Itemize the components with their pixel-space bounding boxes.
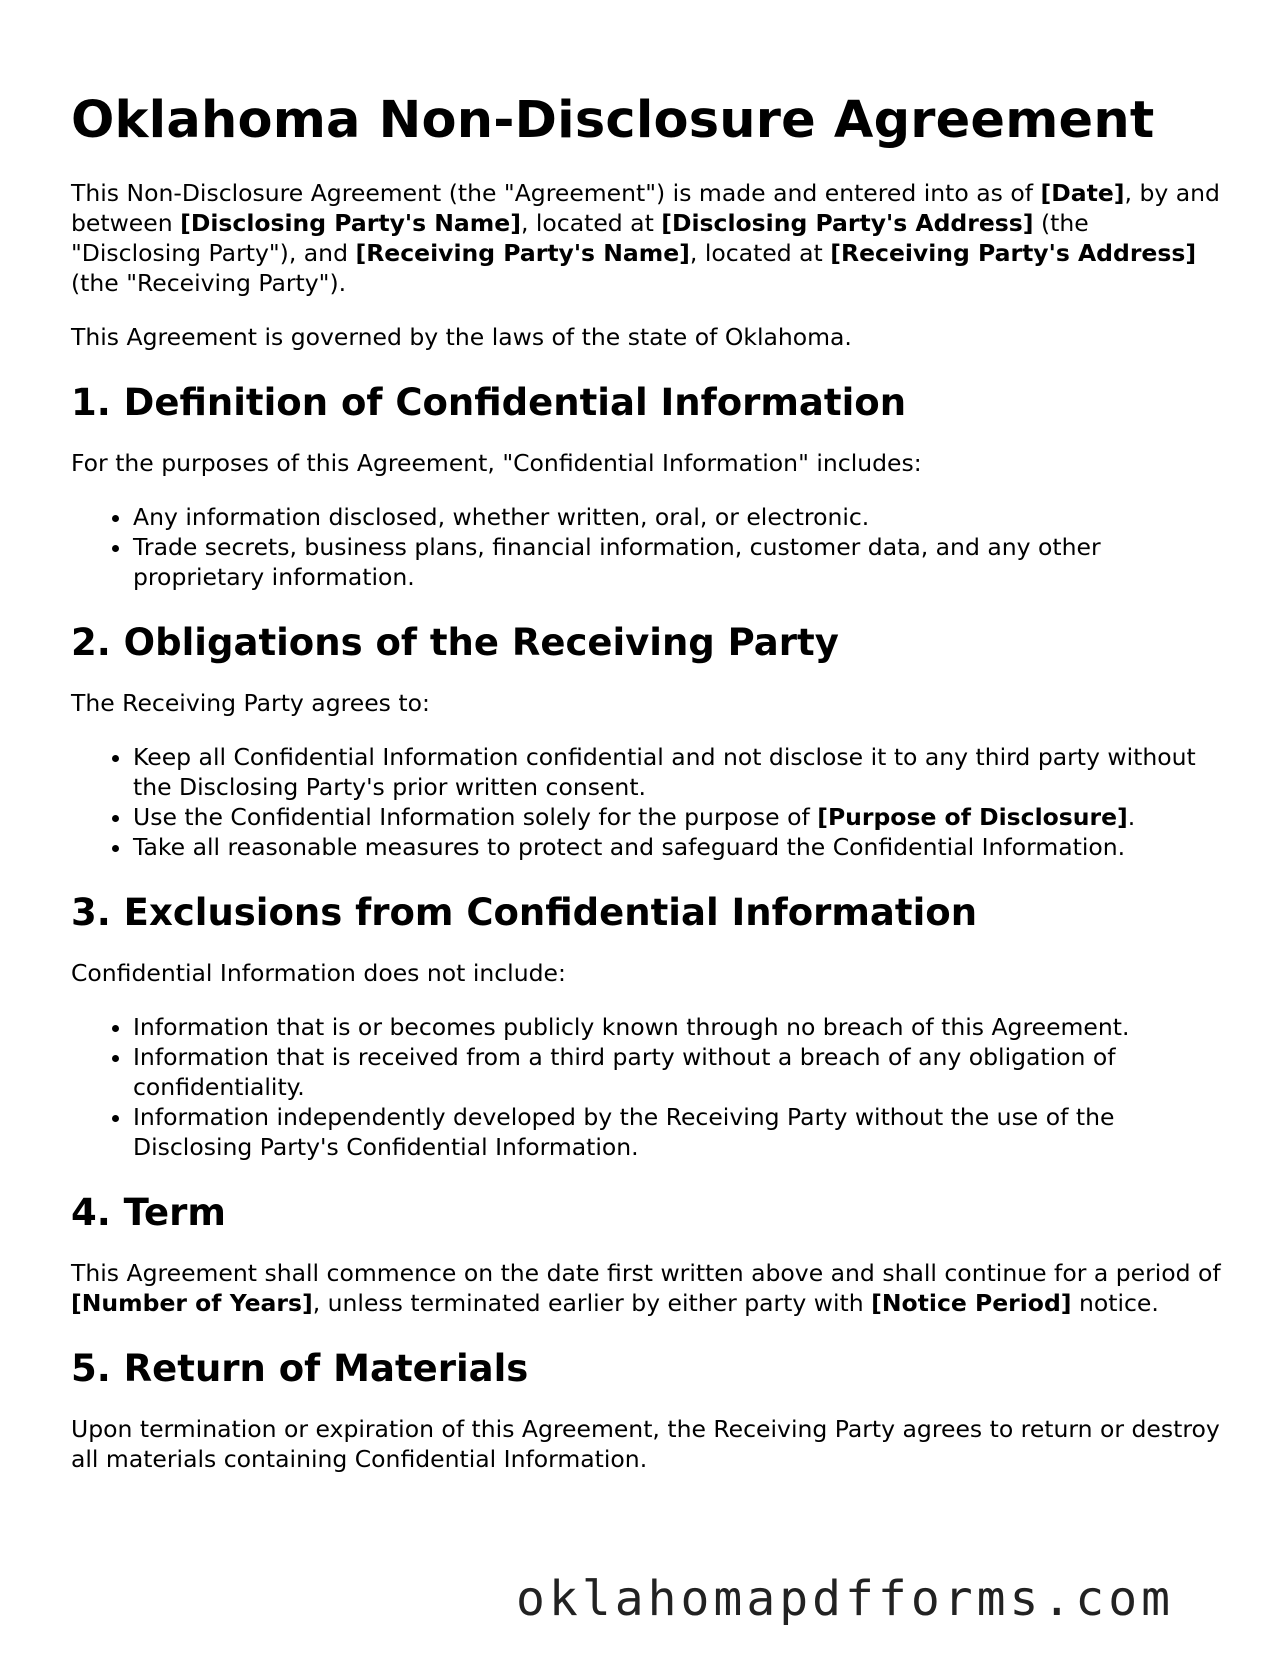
receiving-name-placeholder: [Receiving Party's Name] — [355, 239, 690, 267]
intro-text-5: , located at — [689, 239, 831, 267]
purpose-text-1: Use the Confidential Information solely for the purpose of — [133, 803, 818, 831]
section-2-lead: The Receiving Party agrees to: — [71, 689, 430, 717]
governing-law-paragraph: This Agreement is governed by the laws of the state of Oklahoma. — [71, 323, 852, 351]
notice-placeholder: [Notice Period] — [871, 1289, 1072, 1317]
list-item: • Information independently developed by the Receiving Party without the use of the Disclosing Party's Confidential Information. — [133, 1102, 1221, 1162]
list-item: • Keep all Confidential Information confidential and not disclose it to any third party without the Disclosing Party's prior written consent. — [133, 742, 1221, 802]
list-item: • Take all reasonable measures to protect and safeguard the Confidential Information. — [133, 832, 1221, 862]
intro-text-6: (the "Receiving Party"). — [71, 269, 347, 297]
disclosing-address-placeholder: [Disclosing Party's Address] — [661, 209, 1034, 237]
term-text-1: This Agreement shall commence on the date first written above and shall continue for a period of — [71, 1259, 1221, 1287]
years-placeholder: [Number of Years] — [71, 1289, 313, 1317]
intro-text-2: , by and between — [71, 179, 1220, 237]
site-watermark: oklahomapdfforms.com — [516, 1571, 1174, 1627]
intro-text-1: This Non-Disclosure Agreement (the "Agreement") is made and entered into as of — [71, 179, 1041, 207]
section-1-list — [71, 502, 1221, 592]
document-page — [71, 86, 1221, 1498]
intro-text-3: , located at — [520, 209, 662, 237]
disclosing-name-placeholder: [Disclosing Party's Name] — [180, 209, 521, 237]
section-5-heading: 5. Return of Materials — [71, 1347, 529, 1390]
intro-paragraph — [71, 178, 1221, 298]
section-1-heading: 1. Definition of Confidential Information — [71, 381, 907, 424]
section-1-lead: For the purposes of this Agreement, "Confidential Information" includes: — [71, 449, 922, 477]
section-2-list — [71, 742, 1221, 862]
document-title: Oklahoma Non-Disclosure Agreement — [71, 91, 1155, 150]
section-4-heading: 4. Term — [71, 1191, 226, 1234]
section-4-paragraph — [71, 1258, 1221, 1318]
date-placeholder: [Date] — [1040, 179, 1125, 207]
purpose-text-2: . — [1127, 803, 1136, 831]
section-2-heading: 2. Obligations of the Receiving Party — [71, 621, 839, 664]
purpose-placeholder: [Purpose of Disclosure] — [817, 803, 1128, 831]
list-item — [133, 802, 1221, 832]
receiving-address-placeholder: [Receiving Party's Address] — [830, 239, 1197, 267]
list-item: • Trade secrets, business plans, financial information, customer data, and any other proprietary information. — [133, 532, 1221, 592]
list-item: • Information that is received from a third party without a breach of any obligation of confidentiality. — [133, 1042, 1221, 1102]
list-item: • Any information disclosed, whether written, oral, or electronic. — [133, 502, 1221, 532]
section-3-lead: Confidential Information does not include: — [71, 959, 566, 987]
section-5-paragraph: Upon termination or expiration of this Agreement, the Receiving Party agrees to return or destroy all materials containing Confidential Information. — [71, 1415, 1220, 1473]
term-text-3: notice. — [1071, 1289, 1159, 1317]
intro-text-4: (the "Disclosing Party"), and — [71, 209, 1089, 267]
term-text-2: , unless terminated earlier by either party with — [312, 1289, 872, 1317]
section-3-list — [71, 1012, 1221, 1162]
list-item: • Information that is or becomes publicly known through no breach of this Agreement. — [133, 1012, 1221, 1042]
section-3-heading: 3. Exclusions from Confidential Information — [71, 891, 978, 934]
